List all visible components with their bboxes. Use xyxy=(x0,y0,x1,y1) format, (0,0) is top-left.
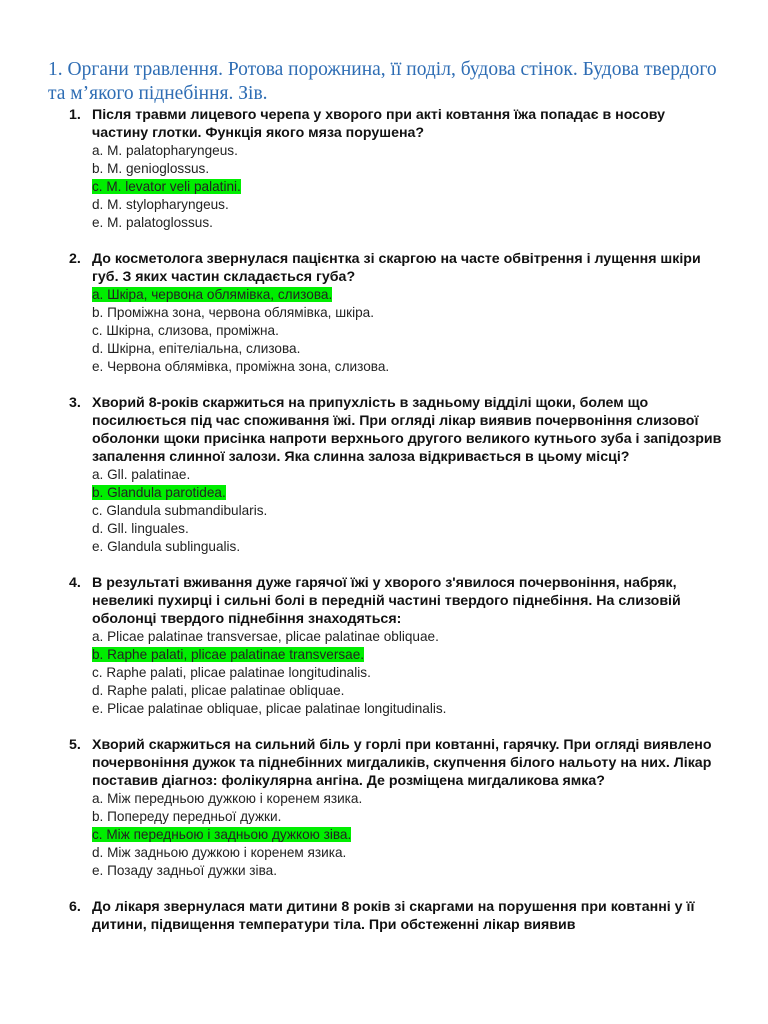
answer-option-label: a. Між передньою дужкою і коренем язика. xyxy=(92,791,363,806)
question-number: 6. xyxy=(69,899,81,915)
answer-option xyxy=(92,808,722,826)
answer-option xyxy=(92,664,722,682)
answer-option-label: c. Glandula submandibularis. xyxy=(92,503,268,518)
answer-option xyxy=(92,466,722,484)
answer-option xyxy=(92,358,722,376)
question-6 xyxy=(0,898,722,934)
answer-option-label: a. Plicae palatinae transversae, plicae palatinae obliquae. xyxy=(92,629,439,644)
answer-option-label: d. Gll. linguales. xyxy=(92,521,189,536)
highlighted-answer: c. Між передньою і задньою дужкою зіва. xyxy=(92,827,352,842)
question-text: Після травми лицевого черепа у хворого при акті ковтання їжа попадає в носову частину глотки. Функція якого мяза порушена? xyxy=(92,107,665,141)
question-3 xyxy=(0,394,722,556)
question-text: До косметолога звернулася пацієнтка зі скаргою на часте обвітрення і лущення шкіри губ. З яких частин складається губа? xyxy=(92,251,701,285)
answer-option-label: e. Червона облямівка, проміжна зона, слизова. xyxy=(92,359,390,374)
answer-option xyxy=(92,844,722,862)
question-number: 1. xyxy=(69,107,81,123)
answer-option-label: e. M. palatoglossus. xyxy=(92,215,213,230)
question-2 xyxy=(0,250,722,376)
answer-option-label: e. Plicae palatinae obliquae, plicae palatinae longitudinalis. xyxy=(92,701,447,716)
answer-option xyxy=(92,502,722,520)
question-4 xyxy=(0,574,722,718)
answer-option-label: c. Шкірна, слизова, проміжна. xyxy=(92,323,279,338)
answer-option xyxy=(92,214,722,232)
answer-option xyxy=(92,790,722,808)
question-text: В результаті вживання дуже гарячої їжі у хворого з'явилося почервоніння, набряк, невеликі пухирці і сильні болі в передній частині твердого піднебіння. На слизовій оболонці твердого піднебіння знаходяться: xyxy=(92,575,681,627)
question-1 xyxy=(0,106,722,232)
answer-option-label: e. Позаду задньої дужки зіва. xyxy=(92,863,277,878)
answer-option-correct xyxy=(92,484,722,502)
answer-option xyxy=(92,340,722,358)
answer-option xyxy=(92,628,722,646)
answer-option-label: b. M. genioglossus. xyxy=(92,161,210,176)
answer-option-correct xyxy=(92,286,722,304)
answer-option-label: d. Між задньою дужкою і коренем язика. xyxy=(92,845,347,860)
answer-option xyxy=(92,160,722,178)
answer-option xyxy=(92,682,722,700)
highlighted-answer: b. Raphe palati, plicae palatinae transversae. xyxy=(92,647,365,662)
question-text: Хворий 8-років скаржиться на припухлість в задньому відділі щоки, болем що посилюється під час споживання їжі. При огляді лікар виявив почервоніння слизової оболонки щоки присінка напроти верхнього другого великого кутнього зуба і запідозрив запалення слинної залози. Яка слинна залоза відкривається в цьому місці? xyxy=(92,395,722,465)
answer-option-label: e. Glandula sublingualis. xyxy=(92,539,241,554)
highlighted-answer: c. M. levator veli palatini. xyxy=(92,179,241,194)
question-number: 4. xyxy=(69,575,81,591)
answer-option xyxy=(92,700,722,718)
question-number: 5. xyxy=(69,737,81,753)
question-text: Хворий скаржиться на сильний біль у горлі при ковтанні, гарячку. При огляді виявлено почервоніння дужок та піднебінних мигдаликів, скупчення білого нальоту на них. Лікар поставив діагноз: фолікулярна ангіна. Де розміщена мигдаликова ямка? xyxy=(92,737,712,789)
answer-option xyxy=(92,304,722,322)
answer-option-correct xyxy=(92,826,722,844)
answer-option-label: d. M. stylopharyngeus. xyxy=(92,197,229,212)
answer-option-label: a. M. palatopharyngeus. xyxy=(92,143,238,158)
answer-option-label: b. Проміжна зона, червона облямівка, шкіра. xyxy=(92,305,374,320)
answer-option xyxy=(92,520,722,538)
answer-option-correct xyxy=(92,646,722,664)
answer-option-label: a. Gll. palatinae. xyxy=(92,467,191,482)
answer-option xyxy=(92,142,722,160)
question-text: До лікаря звернулася мати дитини 8 років зі скаргами на порушення при ковтанні у її дитини, підвищення температури тіла. При обстеженні лікар виявив xyxy=(92,899,695,933)
answer-option-label: c. Raphe palati, plicae palatinae longitudinalis. xyxy=(92,665,371,680)
answer-option xyxy=(92,322,722,340)
answer-option xyxy=(92,862,722,880)
question-list xyxy=(0,106,768,952)
answer-option-correct xyxy=(92,178,722,196)
highlighted-answer: b. Glandula parotidea. xyxy=(92,485,226,500)
question-number: 2. xyxy=(69,251,81,267)
highlighted-answer: a. Шкіра, червона облямівка, слизова. xyxy=(92,287,333,302)
answer-option xyxy=(92,538,722,556)
answer-option-label: d. Raphe palati, plicae palatinae obliquae. xyxy=(92,683,345,698)
answer-option xyxy=(92,196,722,214)
answer-option-label: d. Шкірна, епітеліальна, слизова. xyxy=(92,341,301,356)
section-heading: 1. Органи травлення. Ротова порожнина, її поділ, будова стінок. Будова твердого та м’якого піднебіння. Зів. xyxy=(48,59,717,104)
question-5 xyxy=(0,736,722,880)
question-number: 3. xyxy=(69,395,81,411)
answer-option-label: b. Попереду передньої дужки. xyxy=(92,809,282,824)
